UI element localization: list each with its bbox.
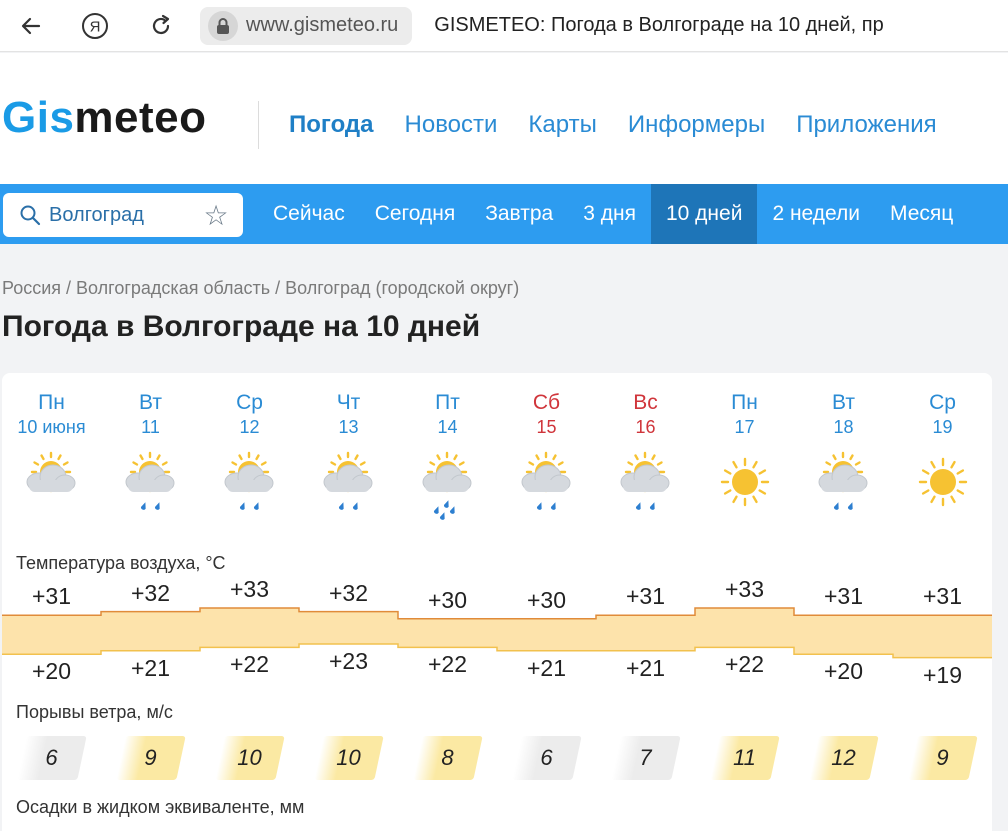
sun-icon [710,450,780,520]
day-date: 18 [833,417,854,437]
temperature-label: Температура воздуха, °C [16,553,226,573]
day-name: Вт [139,391,162,414]
tab-2-weeks[interactable]: 2 недели [772,202,860,225]
day-column-header[interactable] [398,391,497,438]
day-name: Чт [336,391,361,414]
day-name: Сб [532,391,561,414]
tab-10-days[interactable]: 10 дней [651,184,757,244]
day-date: 12 [239,417,260,437]
temp-max-value: +31 [31,583,71,610]
rain-icon [413,450,483,520]
city-search-box[interactable] [3,193,243,237]
day-name: Пт [435,391,460,414]
city-search-input[interactable]: Волгоград [49,203,144,226]
temp-min-value: +23 [328,648,368,674]
day-column-header[interactable] [200,391,299,438]
partly-cloudy-icon [17,450,87,520]
address-bar[interactable] [200,7,412,45]
light-rain-icon [116,450,186,520]
day-column-header[interactable] [299,391,398,438]
wind-gust-badge: 9 [121,736,181,780]
temp-max-value: +31 [625,583,665,610]
logo-part-gis: Gis [2,93,75,142]
wind-gust-badge: 10 [220,736,280,780]
browser-toolbar [0,0,1008,52]
day-date: 11 [141,417,160,437]
day-date: 19 [932,417,953,437]
page-title: Погода в Волгограде на 10 дней [2,310,481,343]
temp-min-value: +22 [724,651,764,678]
light-rain-icon [512,450,582,520]
nav-informers[interactable]: Информеры [627,111,766,138]
temp-max-value: +31 [922,583,962,610]
tab-month[interactable]: Месяц [890,202,954,225]
day-date: 15 [536,417,557,437]
day-date: 10 июня [17,417,86,437]
temp-max-value: +31 [823,583,863,610]
light-rain-icon [314,450,384,520]
reload-icon[interactable] [146,11,176,41]
forecast-period-bar [0,184,1008,244]
logo-part-meteo: meteo [74,93,207,142]
day-column-header[interactable] [596,391,695,438]
page-tab-title: GISMETEO: Погода в Волгограде на 10 дней, пр [434,14,884,36]
temp-min-value: +22 [229,651,269,678]
temp-max-value: +33 [229,576,269,602]
day-name: Пн [38,391,65,414]
day-column-header[interactable] [497,391,596,438]
wind-gust-badge: 6 [517,736,577,780]
header-divider [258,101,259,149]
day-column-header[interactable] [2,391,101,438]
temp-min-value: +21 [526,654,566,681]
day-column-header[interactable] [794,391,893,438]
temp-max-value: +32 [130,579,170,606]
wind-gust-badge: 9 [913,736,973,780]
tab-now[interactable]: Сейчас [273,202,345,225]
main-navigation [289,111,937,139]
temp-max-value: +30 [526,586,566,613]
day-date: 14 [437,417,458,437]
tab-today[interactable]: Сегодня [374,202,456,225]
day-column-header[interactable] [893,391,992,438]
temp-min-value: +20 [823,658,863,685]
wind-gust-badge: 10 [319,736,379,780]
site-header [0,53,1008,184]
temperature-band [0,600,1008,660]
yandex-letter: Я [89,18,101,35]
day-date: 13 [338,417,359,437]
wind-gust-badge: 8 [418,736,478,780]
day-column-header[interactable] [695,391,794,438]
day-date: 17 [734,417,755,437]
wind-gust-badge: 11 [715,736,775,780]
wind-gust-badge: 7 [616,736,676,780]
day-column-header[interactable] [101,391,200,438]
sun-icon [908,450,978,520]
temp-min-value: +21 [130,654,170,681]
tab-3-days[interactable]: 3 дня [583,202,636,225]
light-rain-icon [611,450,681,520]
yandex-icon[interactable] [80,11,110,41]
temp-min-value: +22 [427,651,467,678]
temp-min-value: +19 [922,661,962,688]
nav-maps[interactable]: Карты [528,111,597,138]
nav-apps[interactable]: Приложения [796,111,937,138]
precip-label: Осадки в жидком эквиваленте, мм [16,797,305,817]
back-arrow-icon[interactable] [16,11,46,41]
light-rain-icon [215,450,285,520]
temp-min-value: +20 [31,658,71,685]
day-name: Ср [236,391,263,414]
nav-news[interactable]: Новости [404,111,498,138]
wind-gust-badge: 12 [814,736,874,780]
tab-tomorrow[interactable]: Завтра [485,202,554,225]
temp-max-value: +33 [724,576,764,602]
wind-label: Порывы ветра, м/с [16,702,173,722]
breadcrumb[interactable]: Россия / Волгоградская область / Волгоград (городской округ) [2,278,520,298]
temp-min-value: +21 [625,654,665,681]
nav-weather[interactable]: Погода [289,111,374,138]
wind-gust-badge: 6 [22,736,82,780]
day-name: Пн [731,391,758,414]
gismeteo-logo[interactable] [2,93,207,143]
temp-max-value: +32 [328,579,368,606]
period-tabs [258,184,968,244]
day-name: Вт [832,391,855,414]
url-text[interactable]: www.gismeteo.ru [246,14,399,36]
favorite-star-icon[interactable]: ☆ [203,199,229,231]
search-icon [19,204,41,226]
day-date: 16 [635,417,656,437]
temp-max-value: +30 [427,586,467,613]
day-name: Ср [929,391,956,414]
light-rain-icon [809,450,879,520]
lock-icon[interactable] [208,11,238,41]
day-name: Вс [633,391,658,414]
